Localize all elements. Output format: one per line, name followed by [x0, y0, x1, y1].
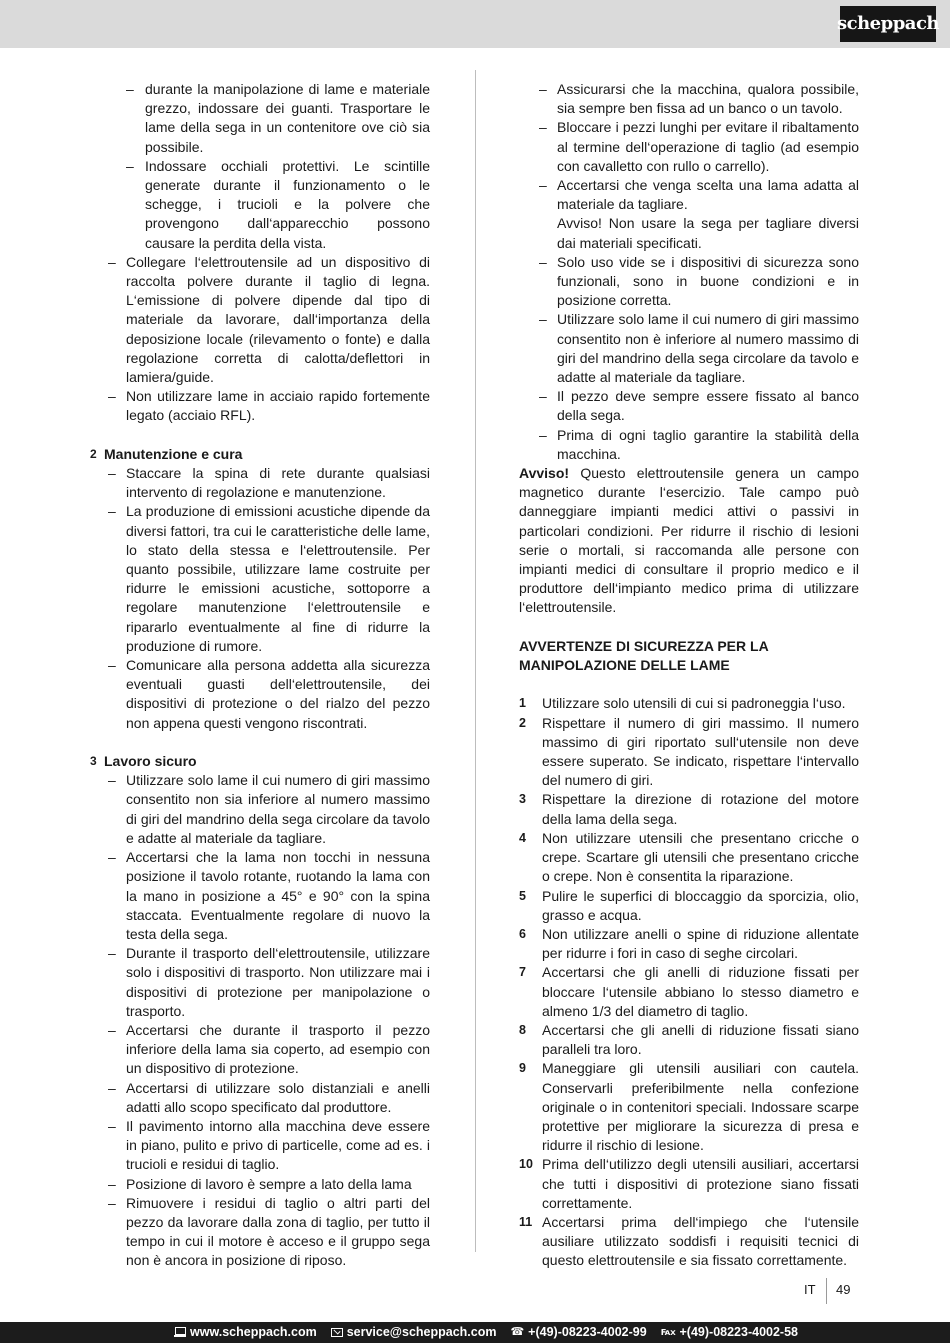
language-code: IT	[804, 1282, 816, 1297]
item-text: Pulire le superfici di bloccaggio da sporcizia, olio, grasso e acqua.	[542, 887, 859, 923]
list-item: – Solo uso vide se i dispositivi di sicurezza sono funzionali, sono in buone condizioni e in posizione corretta.	[539, 253, 859, 309]
dash-bullet: –	[126, 81, 134, 97]
column-divider	[475, 70, 476, 1252]
phone-icon: ☎	[510, 1325, 525, 1338]
contact-footer-bar	[0, 1322, 950, 1343]
dash-bullet: –	[108, 465, 116, 482]
item-text: Non utilizzare utensili che presentano cricche o crepe. Scartare gli utensili che presentano cricche o crepe. Non è consentita la riparazione.	[542, 829, 859, 885]
list-item: – Comunicare alla persona addetta alla sicurezza eventuali guasti dell‘elettroutensile, dei dispositivi di protezione o del rialzo del pezzo non appena questi vengono riscontrati.	[108, 657, 430, 731]
dash-bullet: –	[108, 945, 116, 962]
dash-bullet: –	[108, 1079, 116, 1096]
item-number: 1	[519, 696, 526, 711]
footer-website[interactable]: www.scheppach.com	[174, 1323, 317, 1342]
email-icon	[331, 1327, 343, 1337]
list-item: – Durante il trasporto dell‘elettroutensile, utilizzare solo i dispositivi di trasporto. Non utilizzare mai i dispositivi di protezione per manipolazione o trasporto.	[108, 945, 430, 1019]
item-number: 6	[519, 926, 526, 941]
section-heading-maintenance: 2 Manutenzione e cura	[90, 445, 243, 462]
dash-bullet: –	[539, 81, 547, 97]
numbered-item	[519, 829, 859, 887]
list-item: – Staccare la spina di rete durante qualsiasi intervento di regolazione e manutenzione.	[108, 465, 430, 501]
item-number: 11	[519, 1214, 533, 1229]
section-heading-safe-work: 3 Lavoro sicuro	[90, 753, 197, 770]
item-text: Rispettare il numero di giri massimo. Il numero massimo di giri riportato sull‘utensile non deve essere superato. Se indicato, rispettare l‘intervallo del numero di giri.	[542, 714, 859, 789]
dash-bullet: –	[108, 388, 116, 405]
list-item: – Accertarsi che venga scelta una lama adatta al materiale da tagliare. Avviso! Non usare la sega per tagliare diversi dai materiali specificati.	[539, 177, 859, 251]
numbered-item	[519, 963, 859, 1021]
dash-bullet: –	[108, 253, 116, 270]
section-heading-blades: AVVERTENZE DI SICUREZZA PER LA MANIPOLAZIONE DELLE LAME	[519, 637, 769, 674]
dash-bullet: –	[539, 177, 547, 194]
item-number: 8	[519, 1022, 526, 1037]
dash-bullet: –	[108, 1117, 116, 1134]
dash-bullet: –	[108, 1175, 116, 1192]
item-number: 3	[519, 792, 526, 807]
list-item: – Prima di ogni taglio garantire la stabilità della macchina.	[539, 426, 859, 462]
dash-bullet: –	[539, 311, 547, 328]
item-text: Rispettare la direzione di rotazione del motore della lama della sega.	[542, 791, 859, 827]
numbered-item	[519, 714, 859, 791]
item-text: Utilizzare solo utensili di cui si padroneggia l‘uso.	[542, 695, 846, 712]
fax-icon: ℻	[660, 1325, 676, 1338]
item-note: Avviso! Non usare la sega per tagliare diversi dai materiali specificati.	[557, 215, 859, 251]
list-item: – Accertarsi che durante il trasporto il pezzo inferiore della lama sia coperto, ad esempio con un dispositivo di protezione.	[108, 1021, 430, 1077]
header-bar	[0, 0, 950, 48]
computer-icon	[174, 1327, 186, 1337]
numbered-item	[519, 1213, 859, 1271]
dash-bullet: –	[539, 388, 547, 405]
list-item: – Utilizzare solo lame il cui numero di giri massimo consentito non è inferiore al numero massimo di giri del mandrino della sega circolare da tavolo e adatte al materiale da tagliare.	[539, 311, 859, 386]
list-item: – Accertarsi di utilizzare solo distanziali e anelli adatti allo scopo specificato dal produttore.	[108, 1079, 430, 1115]
brand-logo: scheppach	[840, 6, 936, 42]
item-number: 9	[519, 1061, 526, 1076]
footer-phone: ☎ +(49)-08223-4002-99	[510, 1323, 646, 1342]
dash-bullet: –	[108, 849, 116, 866]
list-item: – Collegare l‘elettroutensile ad un dispositivo di raccolta polvere durante il taglio di legna. L‘emissione di polvere dipende dal tipo di materiale da lavorare, dall‘importanza della deposizione locale (rilevamento o fonte) e dalla regolazione corretta di calotta/deflettori in lamiera/guide.	[108, 253, 430, 386]
numbered-item	[519, 790, 859, 828]
notice-paragraph: Avviso! Questo elettroutensile genera un campo magnetico durante l‘esercizio. Tale campo può danneggiare impianti medici attivi o passivi in particolari condizioni. Per ridurre il rischio di lesioni serie o mortali, si raccomanda alle persone con impianti medici di consultare il proprio medico e il produttore dell‘impianto medico prima di utilizzare l‘elettroutensile.	[519, 465, 859, 616]
list-item: – Bloccare i pezzi lunghi per evitare il ribaltamento al termine dell‘operazione di taglio (ad esempio con cavalletto con rullo o carrello).	[539, 119, 859, 174]
item-number: 4	[519, 830, 526, 845]
footer-fax: ℻ +(49)-08223-4002-58	[661, 1323, 798, 1342]
list-item: – Assicurarsi che la macchina, qualora possibile, sia sempre ben fissa ad un banco o un tavolo.	[539, 81, 859, 117]
item-number: 10	[519, 1157, 533, 1172]
intro-subitems	[88, 80, 430, 253]
dash-bullet: –	[539, 426, 547, 443]
dash-bullet: –	[108, 1021, 116, 1038]
page-number: 49	[836, 1282, 851, 1297]
numbered-list	[519, 694, 859, 1270]
list-item: – durante la manipolazione di lame e materiale grezzo, indossare dei guanti. Trasportare le lame della sega in un contenitore ove ciò sia possibile.	[126, 81, 430, 155]
dash-bullet: –	[539, 119, 547, 136]
numbered-item	[519, 1059, 859, 1155]
list-item: – Il pavimento intorno alla macchina deve essere in piano, pulito e privo di particelle, come ad es. i trucioli e residui di taglio.	[108, 1117, 430, 1173]
notice-label: Avviso!	[519, 465, 570, 482]
list-item: – Utilizzare solo lame il cui numero di giri massimo consentito non sia inferiore al numero massimo di giri del mandrino della sega circolare da tavolo e adatte al materiale da tagliare.	[108, 772, 430, 846]
list-item: – Indossare occhiali protettivi. Le scintille generate durante il funzionamento o le schegge, i trucioli e la polvere che provengono dall‘apparecchio possono causare la perdita della vista.	[126, 157, 430, 251]
item-number: 5	[519, 888, 526, 903]
item-text: Non utilizzare anelli o spine di riduzione allentate per ridurre i fori in caso di seghe circolari.	[542, 925, 859, 962]
numbered-item	[519, 887, 859, 925]
dash-bullet: –	[126, 157, 134, 174]
list-item: – Rimuovere i residui di taglio o altri parti del pezzo da lavorare dalla zona di taglio, per tutto il tempo in cui il motore è acceso e il gruppo sega non è ancora in posizione di riposo.	[108, 1194, 430, 1269]
footer-email[interactable]: service@scheppach.com	[331, 1323, 497, 1342]
item-text: Accertarsi prima dell‘impiego che l‘utensile ausiliare utilizzato soddisfi i requisiti tecnici di questo elettroutensile e sia fissato correttamente.	[542, 1213, 859, 1269]
item-text: Accertarsi che gli anelli di riduzione fissati siano paralleli tra loro.	[542, 1021, 859, 1058]
list-item: – Accertarsi che la lama non tocchi in nessuna posizione il tavolo rotante, ruotando la lama con la mano in posizione a 45° e 90° con la spina staccata. Eventualmente regolare di nuovo la testa della sega.	[108, 849, 430, 942]
dash-bullet: –	[108, 772, 116, 789]
list-item: – Il pezzo deve sempre essere fissato al banco della sega.	[539, 388, 859, 424]
numbered-item	[519, 1155, 859, 1213]
item-text: Maneggiare gli utensili ausiliari con cautela. Conservarli preferibilmente nella confezione originale o in contenitori speciali. Indossare scarpe protettive per migliorare la sicurezza di presa e ridurre il rischio di lesione.	[542, 1060, 859, 1154]
page-number-divider	[826, 1278, 827, 1304]
list-item: – Posizione di lavoro è sempre a lato della lama	[88, 1175, 430, 1194]
list-item: – La produzione di emissioni acustiche dipende da diversi fattori, tra cui le caratteristiche delle lame, lo stato della stessa e l‘elettroutensile. Per quanto possibile, utilizzare lame costruite per ridurre le emissioni acustiche, sottoporre a regolare manutenzione l‘elettroutensile e ripararlo eventualmente al fine di ridurre la produzione di rumore.	[108, 503, 430, 654]
dash-bullet: –	[108, 503, 116, 520]
numbered-item	[519, 694, 859, 713]
numbered-item	[519, 1021, 859, 1059]
item-text: Prima dell‘utilizzo degli utensili ausiliari, accertarsi che tutti i dispositivi di protezione siano fissati correttamente.	[542, 1156, 859, 1211]
dash-bullet: –	[108, 1194, 116, 1211]
right-column	[519, 80, 859, 1271]
item-number: 7	[519, 965, 526, 980]
numbered-item	[519, 925, 859, 963]
list-item: – Non utilizzare lame in acciaio rapido fortemente legato (acciaio RFL).	[108, 388, 430, 424]
left-column	[88, 80, 430, 1271]
dash-bullet: –	[539, 253, 547, 270]
page-footer	[790, 1280, 860, 1304]
item-text: Accertarsi che gli anelli di riduzione fissati per bloccare l‘utensile abbiano lo stesso diametro e almeno 1/3 del diametro di taglio.	[542, 964, 859, 1019]
item-number: 2	[519, 715, 526, 730]
dash-bullet: –	[108, 657, 116, 674]
